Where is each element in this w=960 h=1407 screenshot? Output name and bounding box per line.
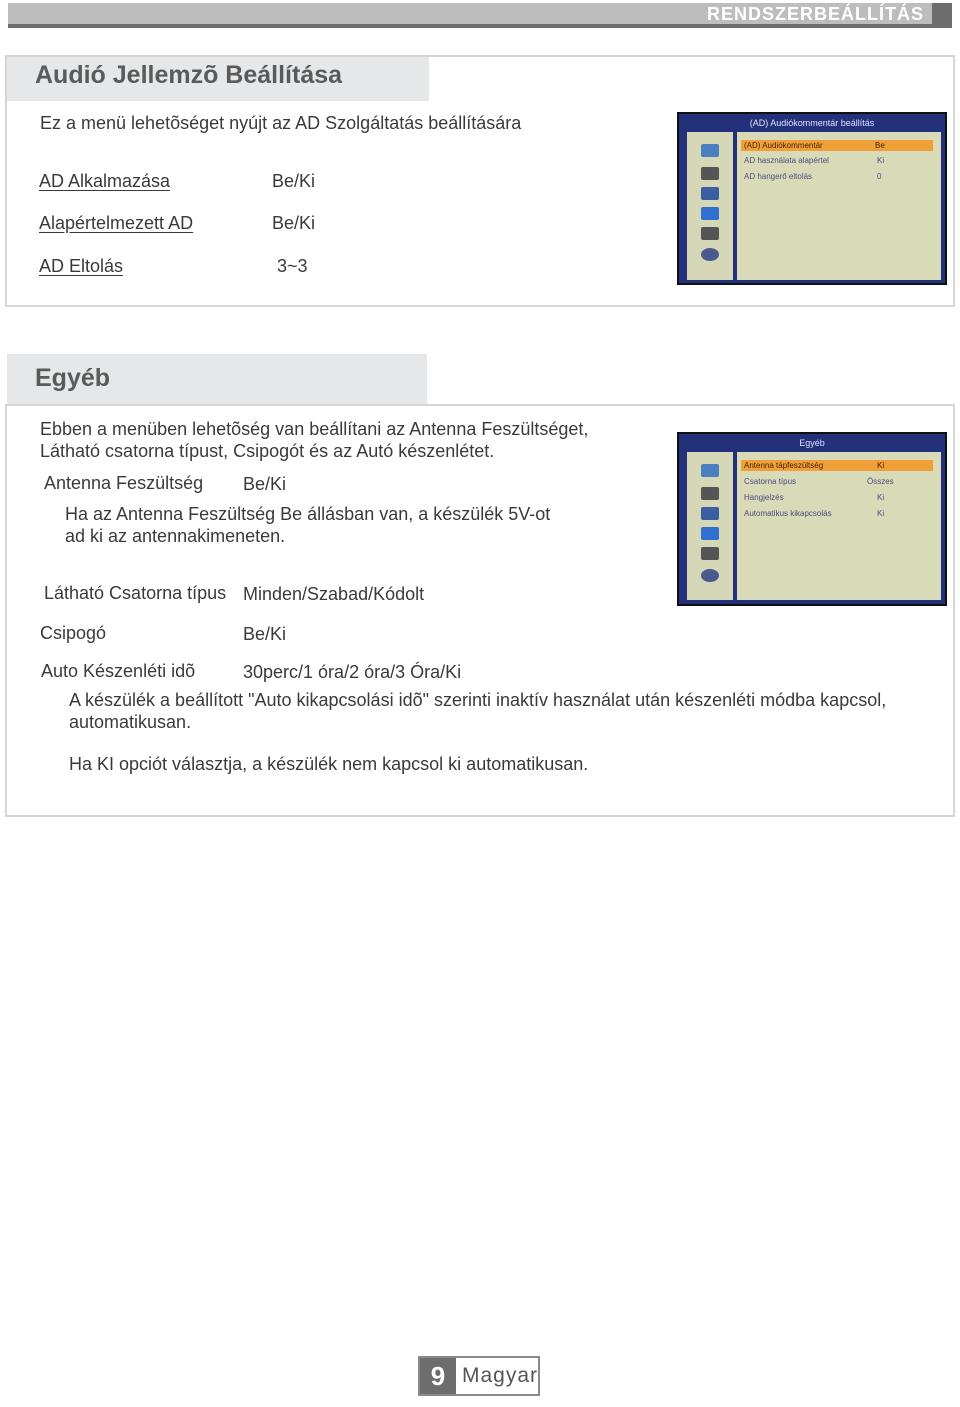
screen-row-label: Automatikus kikapcsolás [744, 509, 832, 518]
screen-row [741, 492, 933, 503]
auto-standby-desc-line2: automatikusan. [69, 712, 192, 732]
globe-icon [701, 187, 719, 200]
antenna-desc-line2: ad ki az antennakimeneten. [65, 526, 286, 546]
beep-label: Csipogó [40, 623, 107, 643]
screen-row-label: Antenna tápfeszültség [744, 461, 824, 470]
ad-settings-screenshot [677, 112, 947, 285]
globe-icon [701, 507, 719, 520]
ad-apply-value: Be/Ki [272, 171, 316, 191]
antenna-desc-line1: Ha az Antenna Feszültség Be állásban van, a készülék 5V-ot [65, 504, 551, 524]
page-language: Magyar [462, 1364, 539, 1387]
screen-row-value: Ki [877, 493, 885, 502]
auto-standby-value: 30perc/1 óra/2 óra/3 Óra/Ki [243, 662, 462, 682]
other-intro-line2: Látható csatorna típust, Csipogót és az Autó készenlétet. [40, 441, 495, 461]
ad-offset-value: 3~3 [277, 256, 308, 276]
screen-row [741, 476, 933, 487]
screen-row-value: 0 [877, 172, 882, 181]
ad-default-label: Alapértelmezett AD [39, 213, 194, 233]
screen-row [741, 140, 933, 151]
other-settings-screenshot [677, 432, 947, 606]
screen-row [741, 155, 933, 166]
other-intro-line1: Ebben a menüben lehetõség van beállítani az Antenna Feszültséget, [40, 419, 589, 439]
beep-value: Be/Ki [243, 624, 287, 644]
audio-section-title: Audió Jellemzõ Beállítása [7, 57, 429, 101]
screen-row-value: Ki [877, 509, 885, 518]
auto-standby-note: Ha KI opciót választja, a készülék nem kapcsol ki automatikusan. [69, 754, 589, 774]
antenna-label: Antenna Feszültség [44, 473, 204, 493]
ad-apply-label: AD Alkalmazása [39, 171, 171, 191]
ad-offset-label: AD Eltolás [39, 256, 124, 276]
channel-type-label: Látható Csatorna típus [44, 583, 227, 603]
settings-disc-icon [701, 248, 719, 261]
settings-disc-icon [701, 569, 719, 582]
ad-default-value: Be/Ki [272, 213, 316, 233]
screen-title: (AD) Audiókommentár beállítás [749, 118, 875, 128]
other-section-title: Egyéb [7, 354, 427, 404]
monitor-icon [701, 144, 719, 157]
channel-type-value: Minden/Szabad/Kódolt [243, 584, 425, 604]
screen-row-label: (AD) Audiókommentár [744, 141, 823, 150]
satellite-icon [701, 487, 719, 500]
page-number: 9 [420, 1358, 456, 1394]
screen-row-value: Be [875, 141, 885, 150]
auto-standby-label: Auto Készenléti idõ [41, 661, 196, 681]
monitor-icon [701, 464, 719, 477]
header-bar-tab [932, 3, 952, 28]
screen-row-value: Ki [877, 461, 885, 470]
screen-row-value: Összes [867, 477, 894, 486]
screen-row-label: Hangjelzés [744, 493, 784, 502]
satellite-icon [701, 167, 719, 180]
screen-row [741, 171, 933, 182]
screen-row [741, 460, 933, 471]
tools-icon [701, 547, 719, 560]
screen-title: Egyéb [799, 438, 825, 448]
screen-panel [737, 452, 941, 600]
tools-icon [701, 227, 719, 240]
header-title: RENDSZERBEÁLLÍTÁS [706, 4, 924, 24]
folder-icon [701, 527, 719, 540]
audio-intro: Ez a menü lehetõséget nyújt az AD Szolgáltatás beállítására [40, 113, 522, 133]
screen-row-label: AD használata alapértel [744, 156, 829, 165]
antenna-value: Be/Ki [243, 474, 287, 494]
screen-row-label: AD hangerő eltolás [744, 172, 813, 181]
auto-standby-desc-line1: A készülék a beállított "Auto kikapcsolási idõ" szerinti inaktív használat után készenléti módba kapcsol, [69, 690, 887, 710]
folder-icon [701, 207, 719, 220]
screen-row-value: Ki [877, 156, 885, 165]
screen-row-label: Csatorna típus [744, 477, 797, 486]
screen-row [741, 508, 933, 519]
